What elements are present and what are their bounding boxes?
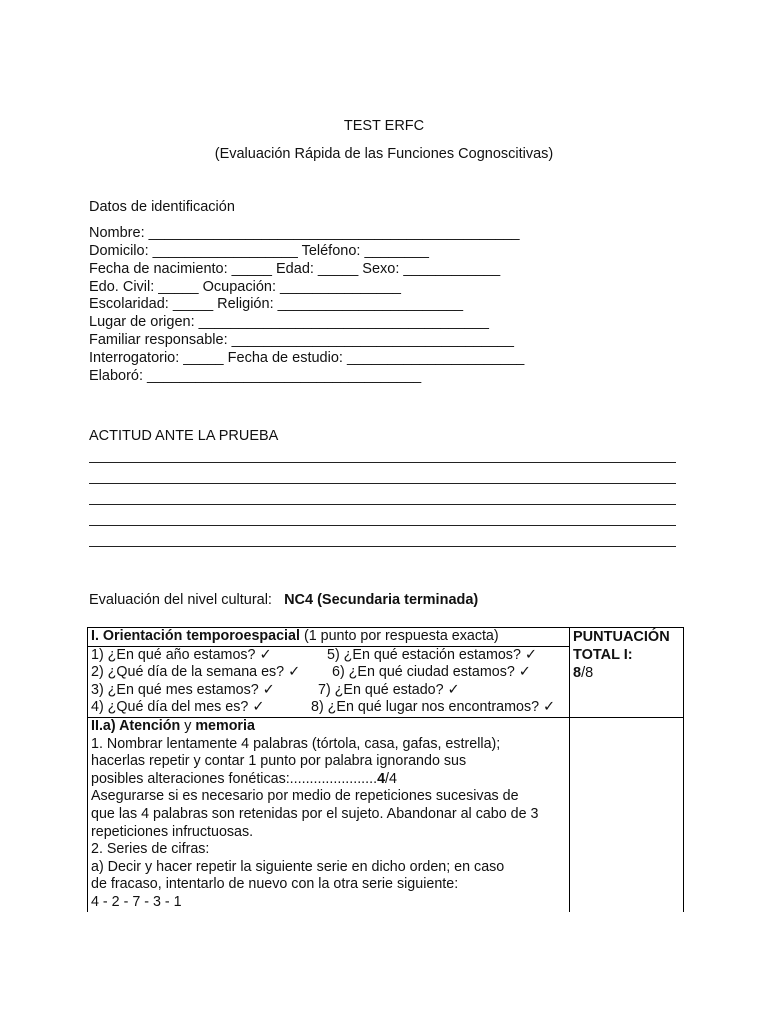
section2-title xyxy=(91,718,566,736)
section2-line: 4 - 2 - 7 - 3 - 1 xyxy=(91,893,182,910)
field-domicilio: Domicilo: __________________ Teléfono: ________ xyxy=(89,243,429,259)
section2-score-prefix: posibles alteraciones fonéticas:...................... xyxy=(91,770,378,787)
question-1: 1) ¿En qué año estamos? ✓ xyxy=(91,646,272,663)
section1-questions xyxy=(88,646,570,717)
section1-score-value: 8 xyxy=(573,665,582,681)
cultural-level xyxy=(89,592,478,608)
section2-line: repeticiones infructuosas. xyxy=(91,823,254,840)
question-row xyxy=(91,647,566,665)
section2-score-cell xyxy=(570,717,684,911)
section1-score-cell xyxy=(570,628,684,718)
cultural-level-label: Evaluación del nivel cultural: xyxy=(89,592,272,608)
section2-score-max: /4 xyxy=(385,770,397,787)
section2-score-value: 4 xyxy=(377,770,386,787)
cultural-level-value: NC4 (Secundaria terminada) xyxy=(284,592,479,608)
field-lugar-origen: Lugar de origen: ____________________________________ xyxy=(89,314,489,330)
section2-line: de fracaso, intentarlo de nuevo con la otra serie siguiente: xyxy=(91,876,459,893)
question-row xyxy=(91,682,566,700)
section1-score xyxy=(573,664,680,682)
section2-score-line xyxy=(91,771,566,789)
field-escolaridad: Escolaridad: _____ Religión: _______________________ xyxy=(89,296,464,312)
question-2: 2) ¿Qué día de la semana es? ✓ xyxy=(91,664,301,681)
question-row xyxy=(91,699,566,717)
field-nombre: Nombre: ______________________________________________ xyxy=(89,225,520,241)
section2-line: a) Decir y hacer repetir la siguiente serie en dicho orden; en caso xyxy=(91,858,505,875)
question-8: 8) ¿En qué lugar nos encontramos? ✓ xyxy=(311,699,556,716)
question-7: 7) ¿En qué estado? ✓ xyxy=(318,681,460,698)
section2-line: hacerlas repetir y contar 1 punto por palabra ignorando sus xyxy=(91,753,467,770)
blank-line xyxy=(89,462,676,463)
field-interrogatorio: Interrogatorio: _____ Fecha de estudio: ______________________ xyxy=(89,350,525,366)
section1-title: I. Orientación temporoespacial xyxy=(91,628,300,644)
score-label-1: PUNTUACIÓN xyxy=(573,629,670,645)
question-row xyxy=(91,664,566,682)
section2-title-a: II.a) Atención xyxy=(91,717,181,734)
question-4: 4) ¿Qué día del mes es? ✓ xyxy=(91,699,265,716)
question-5: 5) ¿En qué estación estamos? ✓ xyxy=(327,646,537,663)
section2-line: que las 4 palabras son retenidas por el sujeto. Abandonar al cabo de 3 xyxy=(91,805,539,822)
section1-score-max: /8 xyxy=(581,665,594,681)
section2-title-y: y xyxy=(180,717,196,734)
section2-cell xyxy=(88,717,570,911)
question-3: 3) ¿En qué mes estamos? ✓ xyxy=(91,681,275,698)
section1-title-cell xyxy=(88,628,570,647)
question-6: 6) ¿En qué ciudad estamos? ✓ xyxy=(332,664,531,681)
section2-line: Asegurarse si es necesario por medio de repeticiones sucesivas de xyxy=(91,788,519,805)
section1-note: (1 punto por respuesta exacta) xyxy=(303,628,499,644)
field-elaboro: Elaboró: __________________________________ xyxy=(89,368,422,384)
attitude-heading: ACTITUD ANTE LA PRUEBA xyxy=(89,428,279,444)
score-label-2: TOTAL I: xyxy=(573,647,633,663)
blank-line xyxy=(89,483,676,484)
identification-heading: Datos de identificación xyxy=(89,199,235,215)
field-familiar-responsable: Familiar responsable: ___________________________________ xyxy=(89,332,514,348)
evaluation-table xyxy=(87,627,684,912)
blank-line xyxy=(89,504,676,505)
section2-line: 2. Series de cifras: xyxy=(91,841,210,858)
section2-line: 1. Nombrar lentamente 4 palabras (tórtola, casa, gafas, estrella); xyxy=(91,735,501,752)
document-subtitle: (Evaluación Rápida de las Funciones Cognoscitivas) xyxy=(214,146,554,162)
document-title: TEST ERFC xyxy=(343,118,425,134)
field-fecha-nacimiento: Fecha de nacimiento: _____ Edad: _____ Sexo: ____________ xyxy=(89,261,501,277)
field-edo-civil: Edo. Civil: _____ Ocupación: _______________ xyxy=(89,279,401,295)
section2-title-b: memoria xyxy=(195,717,255,734)
blank-line xyxy=(89,525,676,526)
blank-line xyxy=(89,546,676,547)
